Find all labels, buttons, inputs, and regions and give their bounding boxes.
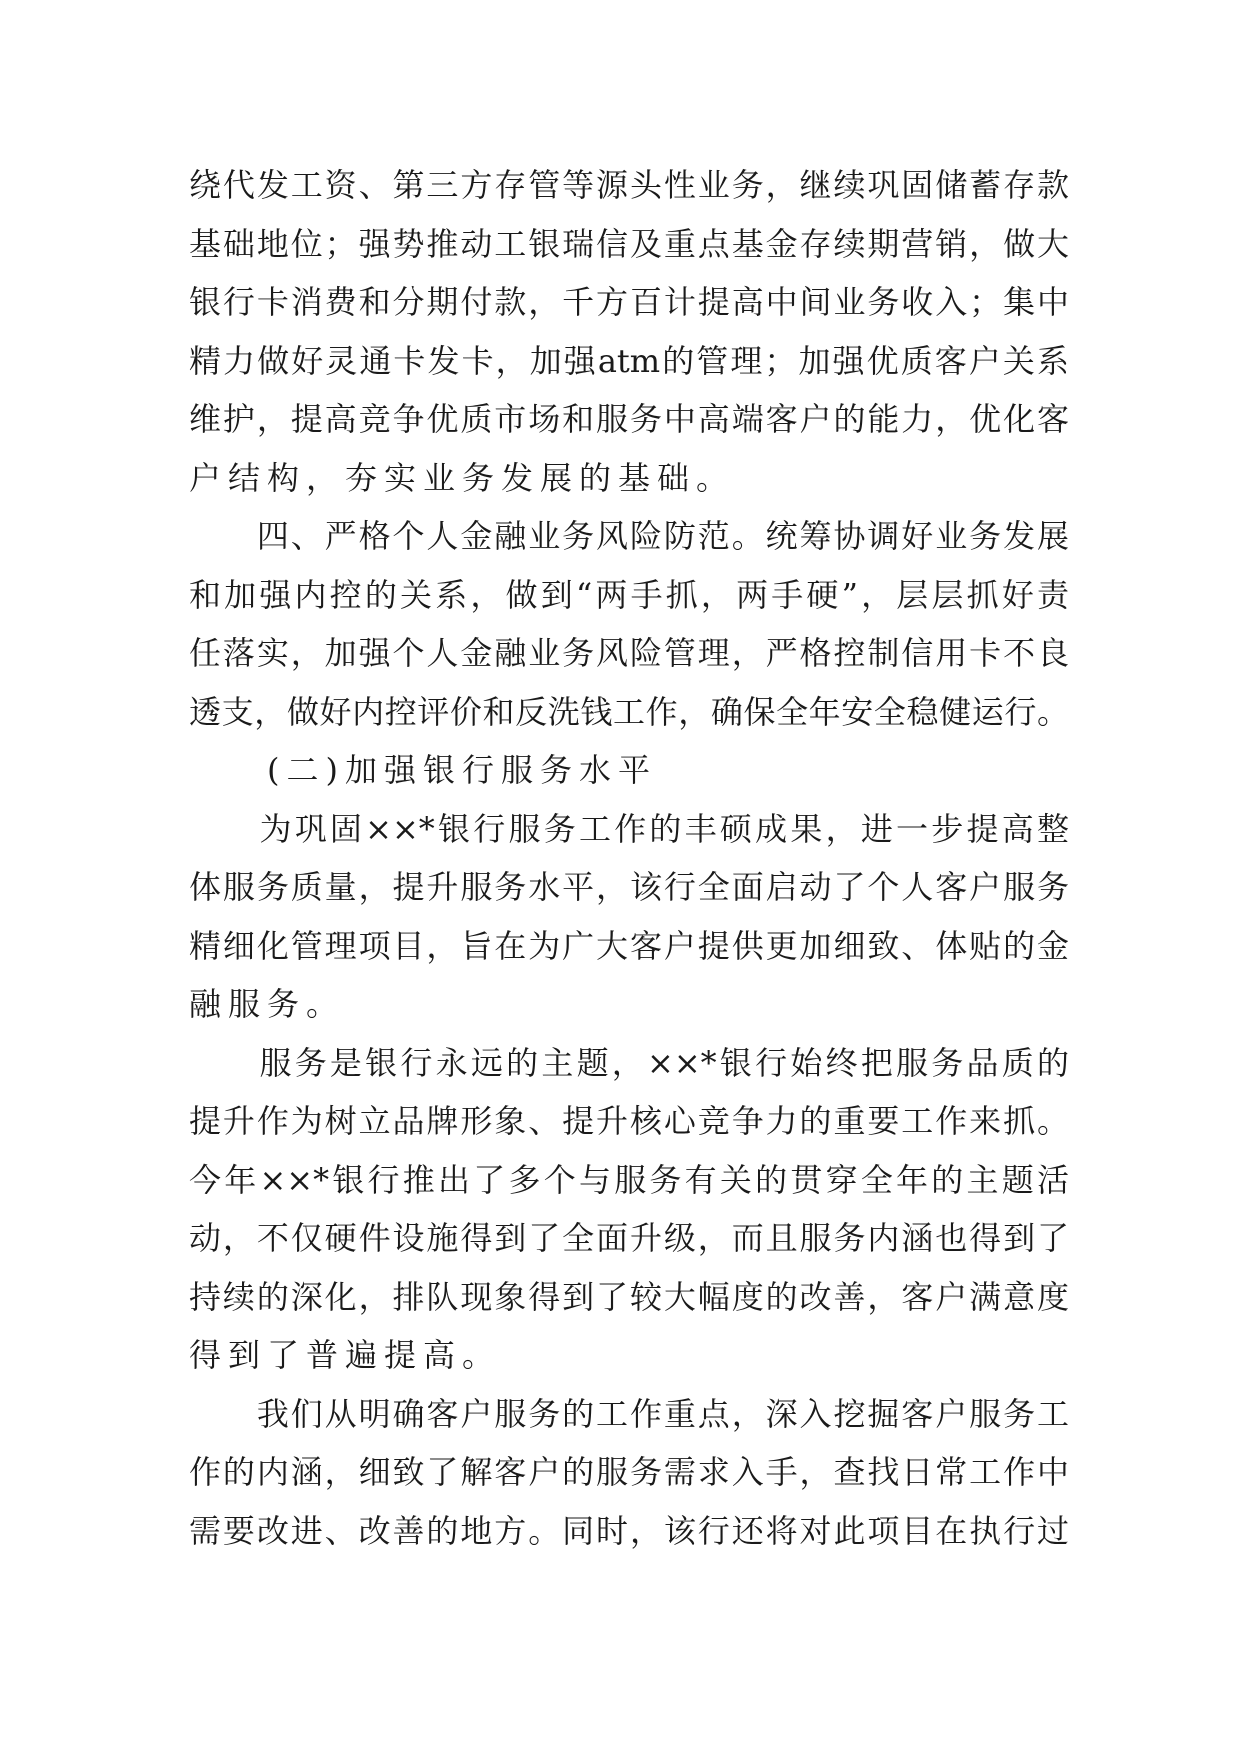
text-line: 今年××*银行推出了多个与服务有关的贯穿全年的主题活 <box>189 1160 1069 1199</box>
text-line: 绕代发工资、第三方存管等源头性业务，继续巩固储蓄存款 <box>189 166 1069 204</box>
text-line: 和加强内控的关系，做到“两手抓，两手硬”，层层抓好责 <box>189 575 1069 614</box>
text-line: 体服务质量，提升服务水平，该行全面启动了个人客户服务 <box>189 868 1069 906</box>
text-line: 提升作为树立品牌形象、提升核心竞争力的重要工作来抓。 <box>189 1102 1069 1140</box>
text-line: 四、严格个人金融业务风险防范。统筹协调好业务发展 <box>189 517 1069 555</box>
text-line: 我们从明确客户服务的工作重点，深入挖掘客户服务工 <box>189 1394 1069 1433</box>
text-line: 户结构，夯实业务发展的基础。 <box>189 458 736 497</box>
text-line: 服务是银行永远的主题，××*银行始终把服务品质的 <box>189 1043 1069 1082</box>
section-heading: (二)加强银行服务水平 <box>189 751 657 789</box>
text-line: 精力做好灵通卡发卡，加强atm的管理；加强优质客户关系 <box>189 341 1069 380</box>
text-line: 动，不仅硬件设施得到了全面升级，而且服务内涵也得到了 <box>189 1219 1069 1257</box>
text-line: 基础地位；强势推动工银瑞信及重点基金存续期营销，做大 <box>189 224 1069 263</box>
text-line: 为巩固××*银行服务工作的丰硕成果，进一步提高整 <box>189 809 1069 848</box>
text-line: 维护，提高竞争优质市场和服务中高端客户的能力，优化客 <box>189 400 1069 438</box>
text-line: 融服务。 <box>189 985 346 1023</box>
text-line: 需要改进、改善的地方。同时，该行还将对此项目在执行过 <box>189 1511 1069 1550</box>
text-line: 精细化管理项目，旨在为广大客户提供更加细致、体贴的金 <box>189 926 1069 965</box>
text-line: 任落实，加强个人金融业务风险管理，严格控制信用卡不良 <box>189 634 1069 672</box>
text-line: 得到了普遍提高。 <box>189 1336 502 1374</box>
text-line: 作的内涵，细致了解客户的服务需求入手，查找日常工作中 <box>189 1453 1069 1491</box>
text-line: 透支，做好内控评价和反洗钱工作，确保全年安全稳健运行。 <box>189 692 1069 731</box>
text-line: 银行卡消费和分期付款，千方百计提高中间业务收入；集中 <box>189 283 1069 321</box>
body-text <box>189 156 1069 1560</box>
text-line: 持续的深化，排队现象得到了较大幅度的改善，客户满意度 <box>189 1277 1069 1316</box>
